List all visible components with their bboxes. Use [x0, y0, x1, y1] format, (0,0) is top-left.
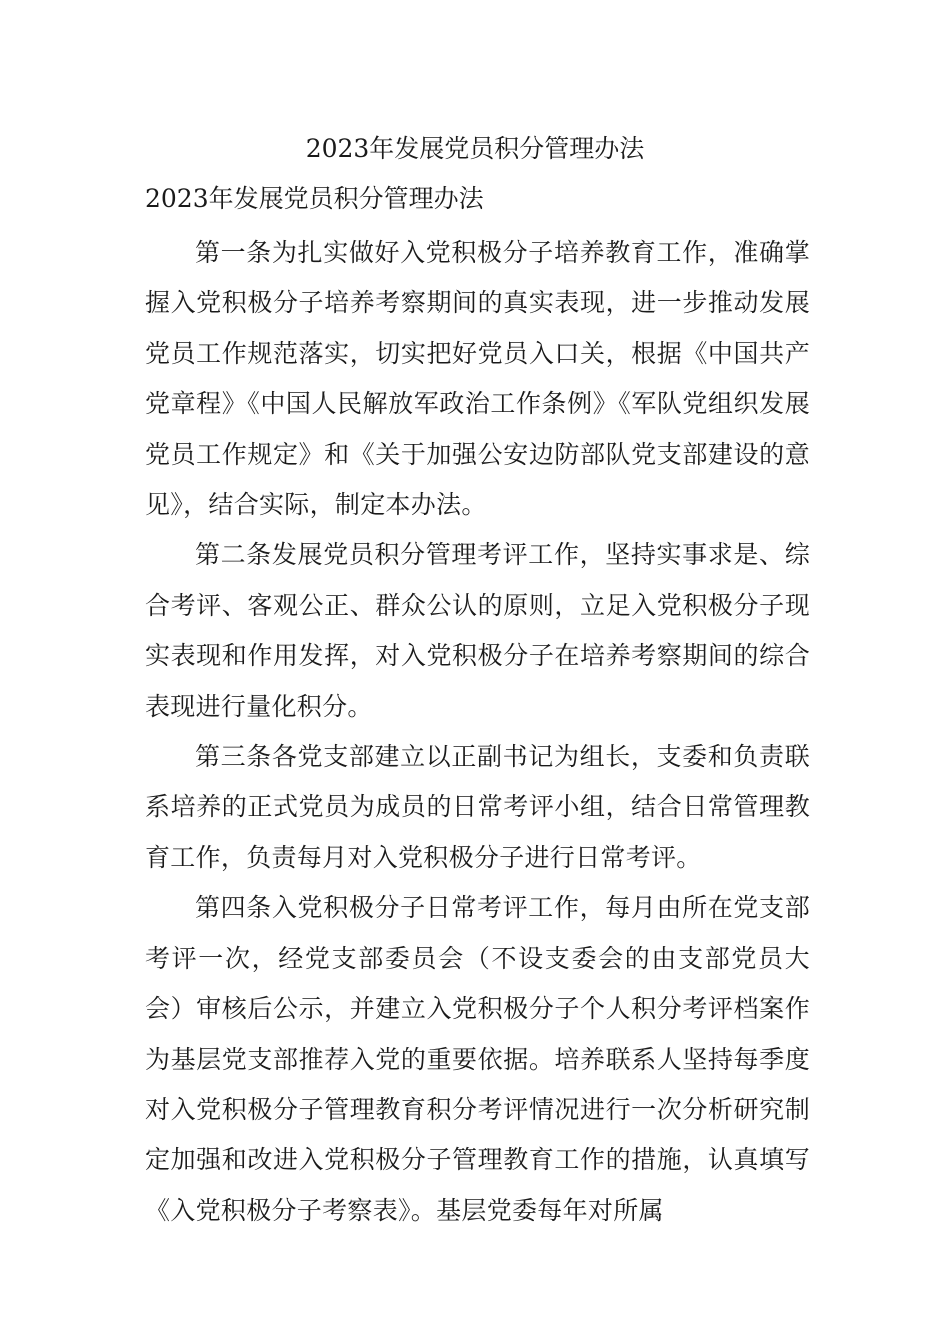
document-title: 2023年发展党员积分管理办法: [305, 134, 645, 163]
article-3-paragraph: 第三条各党支部建立以正副书记为组长，支委和负责联系培养的正式党员为成员的日常考评小组，结合日常管理教育工作，负责每月对入党积极分子进行日常考评。: [145, 742, 810, 872]
article-1-paragraph: 第一条为扎实做好入党积极分子培养教育工作，准确掌握入党积极分子培养考察期间的真实表现，进一步推动发展党员工作规范落实，切实把好党员入口关，根据《中国共产党章程》《中国人民解放军政治工作条例》《军队党组织发展党员工作规定》和《关于加强公安边防部队党支部建设的意见》，结合实际，制定本办法。: [145, 238, 810, 520]
document-subtitle: 2023年发展党员积分管理办法: [145, 184, 484, 213]
document-body: [145, 228, 810, 1236]
article-2-paragraph: 第二条发展党员积分管理考评工作，坚持实事求是、综合考评、客观公正、群众公认的原则，立足入党积极分子现实表现和作用发挥，对入党积极分子在培养考察期间的综合表现进行量化积分。: [145, 540, 810, 721]
article-4-paragraph: 第四条入党积极分子日常考评工作，每月由所在党支部考评一次，经党支部委员会（不设支委会的由支部党员大会）审核后公示，并建立入党积极分子个人积分考评档案作为基层党支部推荐入党的重要依据。培养联系人坚持每季度对入党积极分子管理教育积分考评情况进行一次分析研究制定加强和改进入党积极分子管理教育工作的措施，认真填写《入党积极分子考察表》。基层党委每年对所属: [145, 893, 810, 1225]
